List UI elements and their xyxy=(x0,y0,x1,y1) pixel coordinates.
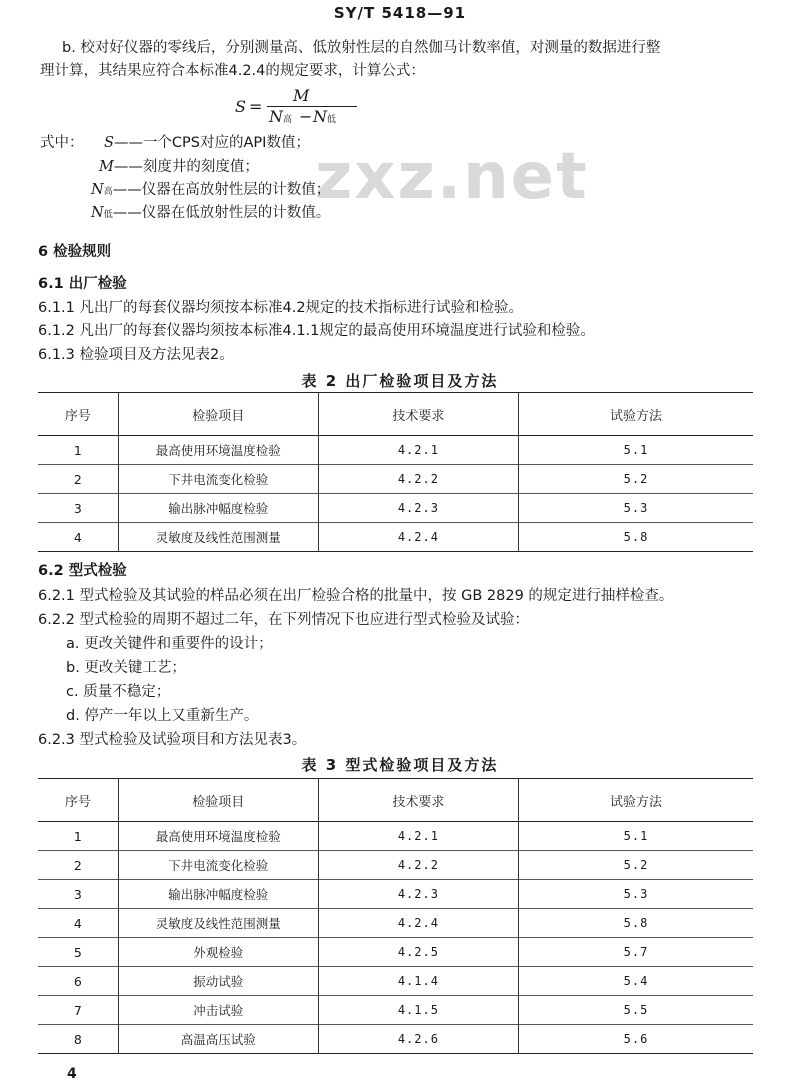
clause-6-2-3: 6.2.3 型式检验及试验项目和方法见表3。 xyxy=(38,732,307,748)
cell-item: 输出脉冲幅度检验 xyxy=(118,880,318,909)
cell-requirement: 4.2.6 xyxy=(318,1025,518,1054)
cell-method: 5.2 xyxy=(519,465,754,494)
watermark: zxz.net xyxy=(315,140,589,214)
paragraph-b-line1: b. 校对好仪器的零线后，分别测量高、低放射性层的自然伽马计数率值，对测量的数据进行整 xyxy=(62,40,661,56)
where-item-n-low: N低——仪器在低放射性层的计数值。 xyxy=(91,205,331,221)
table-2 xyxy=(38,392,753,552)
cell-requirement: 4.2.1 xyxy=(318,436,518,465)
cell-item: 输出脉冲幅度检验 xyxy=(118,494,318,523)
section-6-1-heading: 6.1 出厂检验 xyxy=(38,276,127,292)
clause-6-2-2: 6.2.2 型式检验的周期不超过二年，在下列情况下也应进行型式检验及试验： xyxy=(38,612,530,628)
table-row xyxy=(38,909,753,938)
cell-requirement: 4.2.4 xyxy=(318,523,518,552)
table-row xyxy=(38,465,753,494)
cell-method: 5.2 xyxy=(519,851,754,880)
table-row xyxy=(38,967,753,996)
formula-equals: = xyxy=(249,97,263,116)
col-header-item: 检验项目 xyxy=(118,393,318,436)
document-header: SY/T 5418—91 xyxy=(333,4,467,22)
list-item-d: d. 停产一年以上又重新生产。 xyxy=(66,708,259,724)
where-item-s: S——一个CPS对应的API数值； xyxy=(104,135,310,151)
cell-item: 灵敏度及线性范围测量 xyxy=(118,523,318,552)
cell-no: 1 xyxy=(73,828,82,844)
cell-no: 5 xyxy=(73,944,82,960)
cell-method: 5.4 xyxy=(519,967,754,996)
cell-no: 3 xyxy=(73,500,82,516)
cell-method: 5.8 xyxy=(519,523,754,552)
col-header-requirement: 技术要求 xyxy=(318,393,518,436)
cell-no: 4 xyxy=(73,529,82,545)
cell-requirement: 4.2.4 xyxy=(318,909,518,938)
col-header-requirement: 技术要求 xyxy=(318,779,518,822)
list-item-b: b. 更改关键工艺； xyxy=(66,660,186,676)
table-3-title: 表 3 型式检验项目及方法 xyxy=(301,756,499,774)
table-row xyxy=(38,523,753,552)
formula-den-b: N低 xyxy=(313,107,337,126)
page-number: 4 xyxy=(67,1066,77,1082)
formula-den-a: N高 xyxy=(269,107,293,126)
where-prefix: 式中： xyxy=(40,135,84,151)
where-item-n-high: N高——仪器在高放射性层的计数值； xyxy=(91,182,331,198)
cell-no: 8 xyxy=(73,1031,82,1047)
col-header-item: 检验项目 xyxy=(118,779,318,822)
table-row xyxy=(38,1025,753,1054)
cell-item: 最高使用环境温度检验 xyxy=(118,822,318,851)
where-item-m: M——刻度井的刻度值； xyxy=(99,159,259,175)
cell-no: 2 xyxy=(73,857,82,873)
section-6-2-heading: 6.2 型式检验 xyxy=(38,563,127,579)
paragraph-b-line2: 理计算，其结果应符合本标准4.2.4的规定要求，计算公式： xyxy=(40,63,425,79)
cell-method: 5.1 xyxy=(519,822,754,851)
formula xyxy=(235,88,355,128)
col-header-method: 试验方法 xyxy=(519,393,754,436)
cell-requirement: 4.1.5 xyxy=(318,996,518,1025)
clause-6-1-2: 6.1.2 凡出厂的每套仪器均须按本标准4.1.1规定的最高使用环境温度进行试验和检验。 xyxy=(38,323,595,339)
cell-requirement: 4.2.1 xyxy=(318,822,518,851)
table-row xyxy=(38,996,753,1025)
formula-minus: − xyxy=(299,107,313,126)
cell-no: 1 xyxy=(73,442,82,458)
cell-method: 5.3 xyxy=(519,880,754,909)
cell-method: 5.1 xyxy=(519,436,754,465)
table-row xyxy=(38,436,753,465)
cell-method: 5.3 xyxy=(519,494,754,523)
cell-item: 灵敏度及线性范围测量 xyxy=(118,909,318,938)
cell-no: 3 xyxy=(73,886,82,902)
formula-numerator: M xyxy=(293,86,310,105)
clause-6-2-1: 6.2.1 型式检验及其试验的样品必须在出厂检验合格的批量中，按 GB 2829 的规定进行抽样检查。 xyxy=(38,588,674,604)
clause-6-1-3: 6.1.3 检验项目及方法见表2。 xyxy=(38,347,234,363)
cell-requirement: 4.2.2 xyxy=(318,851,518,880)
table-row xyxy=(38,851,753,880)
cell-no: 6 xyxy=(73,973,82,989)
cell-item: 下井电流变化检验 xyxy=(118,465,318,494)
cell-method: 5.8 xyxy=(519,909,754,938)
col-header-no: 序号 xyxy=(64,408,91,424)
table-row xyxy=(38,822,753,851)
list-item-a: a. 更改关键件和重要件的设计； xyxy=(66,636,273,652)
table-2-title: 表 2 出厂检验项目及方法 xyxy=(301,372,499,390)
table-row xyxy=(38,880,753,909)
table-3 xyxy=(38,778,753,1054)
cell-method: 5.7 xyxy=(519,938,754,967)
cell-item: 外观检验 xyxy=(118,938,318,967)
cell-requirement: 4.2.3 xyxy=(318,494,518,523)
cell-requirement: 4.2.5 xyxy=(318,938,518,967)
table-row xyxy=(38,494,753,523)
cell-requirement: 4.1.4 xyxy=(318,967,518,996)
table-row xyxy=(38,938,753,967)
clause-6-1-1: 6.1.1 凡出厂的每套仪器均须按本标准4.2规定的技术指标进行试验和检验。 xyxy=(38,300,524,316)
list-item-c: c. 质量不稳定； xyxy=(66,684,171,700)
cell-item: 冲击试验 xyxy=(118,996,318,1025)
cell-no: 4 xyxy=(73,915,82,931)
cell-no: 7 xyxy=(73,1002,82,1018)
cell-item: 高温高压试验 xyxy=(118,1025,318,1054)
cell-method: 5.5 xyxy=(519,996,754,1025)
cell-requirement: 4.2.3 xyxy=(318,880,518,909)
formula-lhs: S xyxy=(235,97,246,116)
cell-no: 2 xyxy=(73,471,82,487)
col-header-no: 序号 xyxy=(64,794,91,810)
cell-requirement: 4.2.2 xyxy=(318,465,518,494)
cell-method: 5.6 xyxy=(519,1025,754,1054)
cell-item: 最高使用环境温度检验 xyxy=(118,436,318,465)
cell-item: 下井电流变化检验 xyxy=(118,851,318,880)
section-6-heading: 6 检验规则 xyxy=(38,244,112,260)
cell-item: 振动试验 xyxy=(118,967,318,996)
col-header-method: 试验方法 xyxy=(519,779,754,822)
